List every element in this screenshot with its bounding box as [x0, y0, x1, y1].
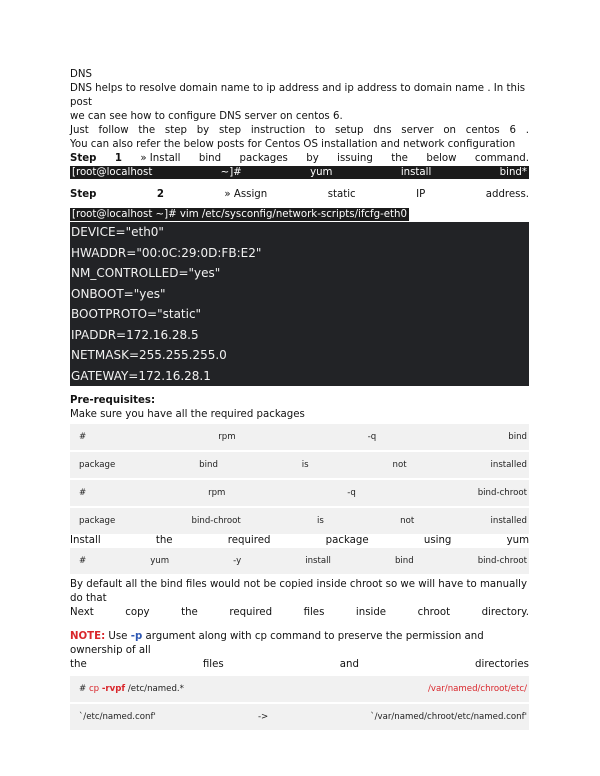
- code-token: cp: [88, 684, 100, 694]
- config-line: IPADDR=172.16.28.5: [71, 327, 199, 342]
- step2-command-terminal: [root@localhost ~]# vim /etc/sysconfig/network-scripts/ifcfg-eth0: [72, 209, 407, 220]
- step1-command-terminal: [70, 166, 529, 179]
- config-line: BOOTPROTO="static": [71, 307, 202, 321]
- word: directory.: [481, 607, 529, 618]
- word: address.: [485, 189, 529, 200]
- word: using: [423, 535, 452, 546]
- code-token: -q: [367, 432, 377, 442]
- step1-label: Step: [70, 153, 97, 164]
- follow-line-2: You can also refer the below posts for Centos OS installation and network configuration: [70, 139, 516, 150]
- code-token: is: [317, 516, 324, 526]
- config-line: ONBOOT="yes": [71, 286, 166, 301]
- code-token: bind: [199, 460, 218, 470]
- word: files: [202, 659, 224, 670]
- default-line: By default all the bind files would not be copied inside chroot so we will have to manually do that: [70, 579, 528, 604]
- step1-number: 1: [114, 153, 122, 164]
- code-token: not: [400, 516, 415, 526]
- note-pre: Use: [108, 631, 128, 642]
- word: required: [229, 607, 273, 618]
- word: directories: [475, 659, 529, 670]
- config-terminal: [70, 222, 529, 386]
- word: required: [227, 535, 271, 546]
- cp-command: [79, 684, 184, 694]
- note-line-1: [70, 630, 529, 658]
- note-label: NOTE:: [70, 631, 106, 642]
- code-token: #: [79, 432, 87, 442]
- word: IP: [416, 189, 426, 200]
- word: the: [181, 607, 198, 618]
- word: follow: [98, 125, 129, 136]
- word: on: [443, 125, 457, 136]
- code-token: /var/named/chroot/etc/: [428, 684, 527, 694]
- code-token: /etc/named.*: [127, 684, 184, 694]
- word: by: [306, 153, 319, 164]
- word: chroot: [417, 607, 451, 618]
- word: and: [339, 659, 359, 670]
- code-token: ->: [257, 712, 269, 722]
- word: step: [164, 125, 187, 136]
- config-line: DEVICE="eth0": [71, 225, 164, 239]
- install-line: [70, 534, 529, 548]
- code-token: is: [301, 460, 309, 470]
- code-token: bind-chroot: [477, 488, 527, 498]
- word: server: [401, 125, 434, 136]
- code-token: bind: [394, 556, 414, 566]
- code-row-bind-not-installed: [70, 452, 529, 478]
- code-token: package: [79, 516, 116, 526]
- word: » Assign: [224, 189, 268, 200]
- heading-dns: DNS: [70, 69, 92, 80]
- terminal-token: install: [400, 167, 432, 178]
- word: setup: [334, 125, 364, 136]
- next-line: [70, 606, 529, 620]
- intro-line-1: DNS helps to resolve domain name to ip address and ip address to domain name . In this post: [70, 83, 526, 108]
- code-token: installed: [490, 460, 527, 470]
- note-flag: -p: [130, 631, 143, 642]
- code-row-rpm-bind-chroot: [70, 480, 529, 506]
- word: by: [196, 125, 210, 136]
- word: centos: [465, 125, 500, 136]
- code-token: bind-chroot: [477, 556, 527, 566]
- follow-line-1: [70, 124, 529, 138]
- word: below: [426, 153, 457, 164]
- step2-label: Step: [70, 189, 97, 200]
- code-token: -rvpf: [101, 684, 126, 694]
- word: copy: [125, 607, 150, 618]
- code-token: not: [392, 460, 407, 470]
- config-line: NM_CONTROLLED="yes": [71, 266, 221, 280]
- step2-line: [70, 188, 529, 202]
- code-row-bind-chroot-not-installed: [70, 508, 529, 534]
- word: package: [325, 535, 369, 546]
- code-row-cp: [70, 676, 529, 702]
- code-token: -y: [233, 556, 242, 566]
- code-row-cp-output: [70, 704, 529, 730]
- code-row-yum-install: [70, 548, 529, 574]
- code-token: #: [79, 684, 87, 694]
- code-token: #: [79, 556, 87, 566]
- terminal-token: ~]#: [220, 167, 242, 178]
- word: » Install: [140, 153, 181, 164]
- word: step: [219, 125, 242, 136]
- config-line: GATEWAY=172.16.28.1: [71, 368, 211, 383]
- code-token: `/var/named/chroot/etc/named.conf': [370, 712, 527, 722]
- word: Next: [70, 607, 94, 618]
- note-post: argument along with cp command to preserve the permission and ownership of all: [70, 631, 484, 656]
- word: Install: [70, 535, 101, 546]
- config-line: NETMASK=255.255.255.0: [71, 348, 227, 362]
- code-token: rpm: [208, 488, 226, 498]
- code-token: package: [79, 460, 116, 470]
- terminal-token: bind*: [499, 167, 527, 178]
- step1-line: [70, 152, 529, 166]
- word: the: [391, 153, 408, 164]
- word: Just: [70, 125, 89, 136]
- word: to: [314, 125, 326, 136]
- terminal-token: [root@localhost: [72, 167, 153, 178]
- word: bind: [198, 153, 222, 164]
- config-line: HWADDR="00:0C:29:0D:FB:E2": [71, 245, 262, 260]
- word: static: [327, 189, 356, 200]
- code-token: #: [79, 488, 87, 498]
- word: instruction: [250, 125, 306, 136]
- word: files: [303, 607, 325, 618]
- word: dns: [373, 125, 392, 136]
- word: command.: [474, 153, 529, 164]
- word: .: [525, 125, 529, 136]
- word: packages: [239, 153, 288, 164]
- note-line-2: [70, 658, 529, 672]
- word: issuing: [337, 153, 373, 164]
- intro-line-2: we can see how to configure DNS server on centos 6.: [70, 111, 343, 122]
- word: yum: [506, 535, 529, 546]
- code-token: bind: [508, 432, 527, 442]
- word: the: [70, 659, 87, 670]
- code-token: rpm: [218, 432, 236, 442]
- word: the: [155, 535, 173, 546]
- terminal-token: yum: [310, 167, 333, 178]
- prereq-text: Make sure you have all the required packages: [70, 409, 305, 420]
- word: inside: [355, 607, 387, 618]
- word: 6: [509, 125, 516, 136]
- code-token: yum: [150, 556, 170, 566]
- code-token: -q: [347, 488, 356, 498]
- code-row-rpm-bind: [70, 424, 529, 450]
- code-token: install: [305, 556, 331, 566]
- code-token: `/etc/named.conf': [79, 712, 156, 722]
- code-token: bind-chroot: [191, 516, 241, 526]
- word: the: [138, 125, 156, 136]
- prereq-title: Pre-requisites:: [70, 395, 156, 406]
- step2-number: 2: [156, 189, 164, 200]
- code-token: installed: [490, 516, 527, 526]
- document-page: [70, 68, 529, 730]
